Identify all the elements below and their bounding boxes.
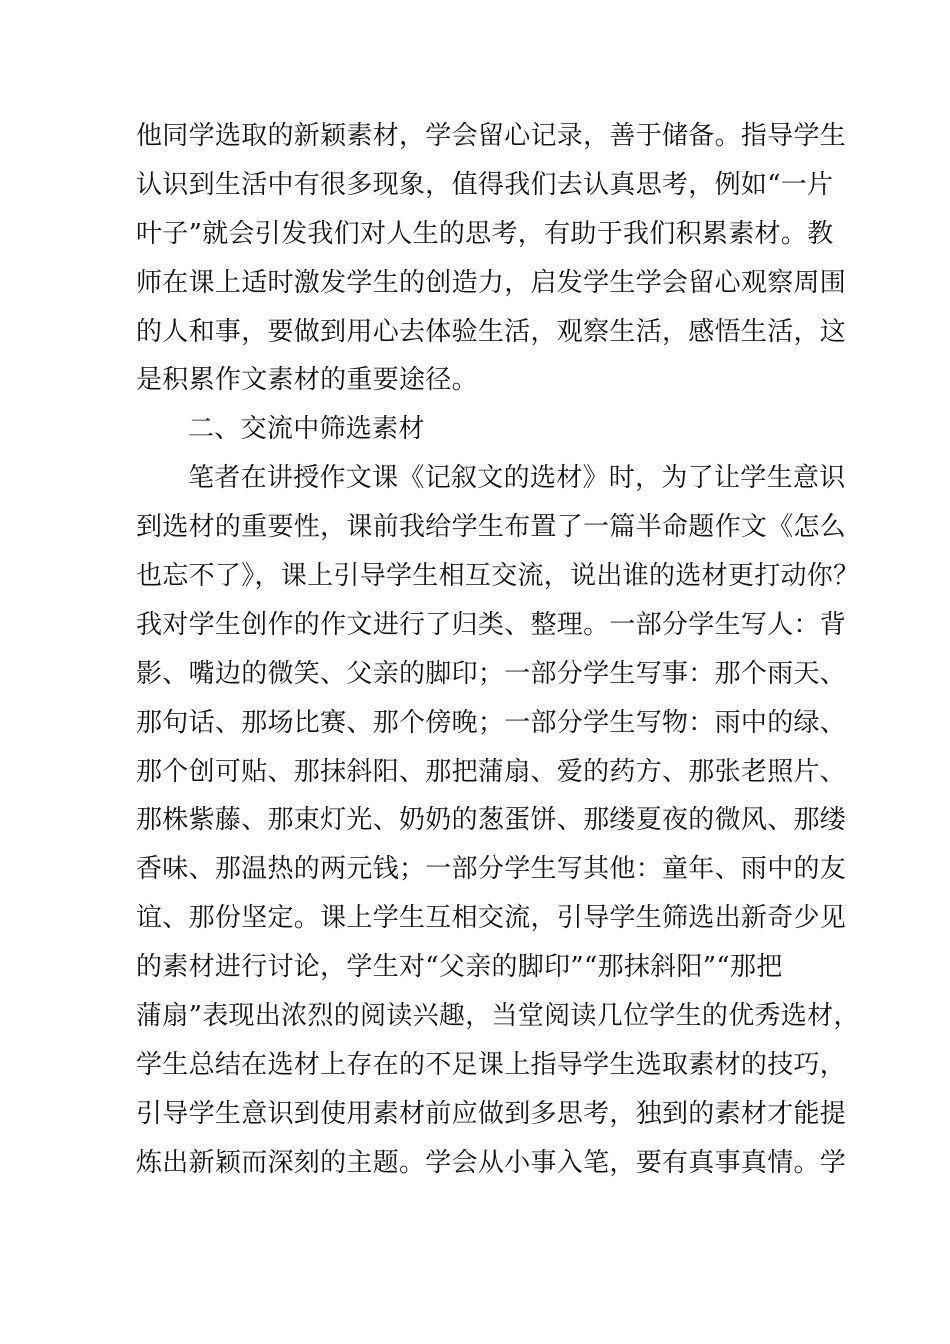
text-line: 叶子”就会引发我们对人生的思考，有助于我们积累素材。教 xyxy=(136,218,834,249)
text-line: 影、嘴边的微笑、父亲的脚印；一部分学生写事：那个雨天、 xyxy=(136,658,847,689)
text-line: 到选材的重要性，课前我给学生布置了一篇半命题作文《怎么 xyxy=(136,512,847,543)
text-line: 蒲扇”表现出浓烈的阅读兴趣，当堂阅读几位学生的优秀选材， xyxy=(136,1001,860,1032)
body-text xyxy=(136,112,860,1188)
text-line: 那个创可贴、那抹斜阳、那把蒲扇、爱的药方、那张老照片、 xyxy=(136,756,847,787)
text-line: 他同学选取的新颖素材，学会留心记录，善于储备。指导学生 xyxy=(136,121,847,151)
text-line: 学生总结在选材上存在的不足课上指导学生选取素材的技巧， xyxy=(136,1049,847,1080)
text-line: 谊、那份坚定。课上学生互相交流，引导学生筛选出新奇少见 xyxy=(136,903,847,934)
text-line: 引导学生意识到使用素材前应做到多思考，独到的素材才能提 xyxy=(136,1098,847,1129)
text-line: 我对学生创作的作文进行了归类、整理。一部分学生写人：背 xyxy=(136,609,847,640)
text-line: 炼出新颖而深刻的主题。学会从小事入笔，要有真事真情。学 xyxy=(136,1147,847,1178)
section-heading: 二、交流中筛选素材 xyxy=(188,414,425,445)
text-line: 是积累作文素材的重要途径。 xyxy=(136,365,478,396)
text-line: 那句话、那场比赛、那个傍晚；一部分学生写物：雨中的绿、 xyxy=(136,707,847,738)
text-line: 笔者在讲授作文课《记叙文的选材》时，为了让学生意识 xyxy=(188,463,846,494)
text-line: 的素材进行讨论，学生对“父亲的脚印”“那抹斜阳”“那把 xyxy=(136,952,783,983)
text-line: 香味、那温热的两元钱；一部分学生写其他：童年、雨中的友 xyxy=(136,854,847,885)
text-line: 师在课上适时激发学生的创造力，启发学生学会留心观察周围 xyxy=(136,267,847,298)
text-line: 认识到生活中有很多现象，值得我们去认真思考，例如“一片 xyxy=(136,169,834,200)
text-line: 的人和事，要做到用心去体验生活，观察生活，感悟生活，这 xyxy=(136,316,847,347)
text-line: 那株紫藤、那束灯光、奶奶的葱蛋饼、那缕夏夜的微风、那缕 xyxy=(136,805,847,836)
text-line: 也忘不了》，课上引导学生相互交流，说出谁的选材更打动你？ xyxy=(136,561,860,592)
